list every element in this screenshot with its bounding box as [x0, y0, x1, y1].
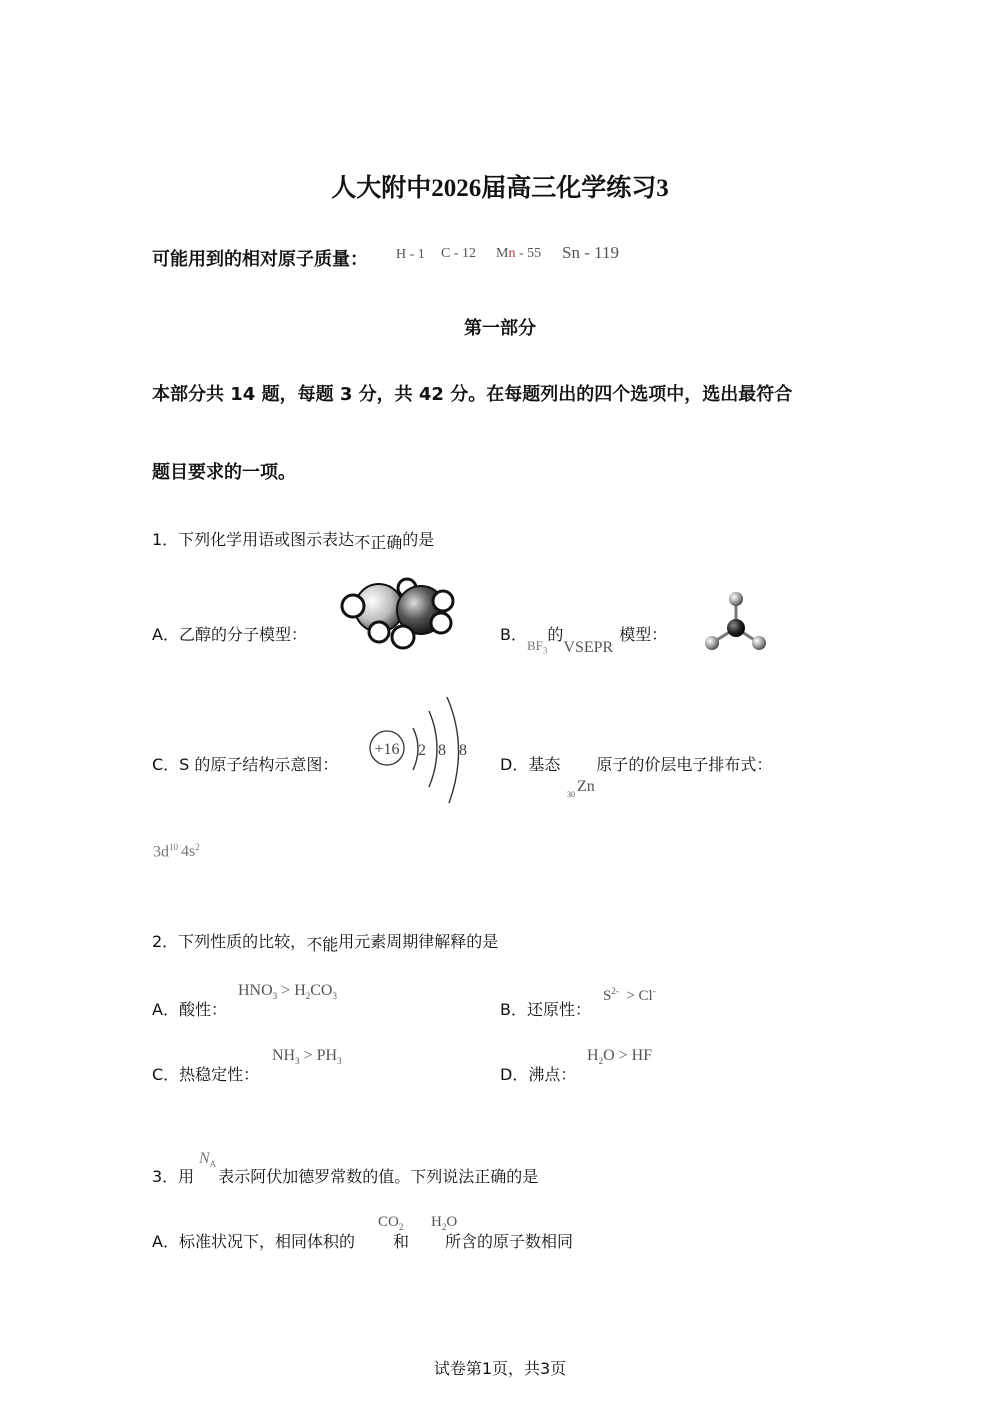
part-heading: 第一部分 — [464, 318, 536, 339]
q2-option-d-formula: $H_2O$ > HF — [587, 1047, 653, 1067]
co2-formula: $CO_2$ — [378, 1214, 404, 1232]
mass-mn: Mn - 55 — [496, 246, 542, 261]
shell-1-count: 2 — [418, 742, 426, 759]
zn-valence-config: $3d^{10}$ $4s^2$ — [153, 842, 200, 861]
mass-sn: Sn - 119 — [562, 243, 619, 262]
q2-option-a-formula: $HNO_3 > H_2CO_3$ — [238, 982, 337, 1002]
q2-stem: 2．下列性质的比较，不能用元素周期律解释的是 — [152, 932, 499, 954]
q2-option-d-label: D．沸点： — [500, 1065, 577, 1084]
nucleus-label: +16 — [374, 741, 400, 758]
q1-option-b: B．$_{BF_3}$的VSEPR模型： — [500, 625, 668, 656]
avogadro-symbol: $N_A$ — [199, 1150, 217, 1169]
mass-h: H - 1 — [396, 247, 425, 262]
q1-stem: 1．下列化学用语或图示表达不正确的是 — [152, 530, 435, 552]
q2-option-c-label: C．热稳定性： — [152, 1065, 260, 1084]
page-footer: 试卷第1页，共3页 — [433, 1359, 567, 1378]
h2o-formula: $H_2O$ — [431, 1214, 458, 1232]
ethanol-model-figure — [335, 575, 460, 655]
q1-option-d: D．基态 原子的价层电子排布式： — [500, 755, 773, 774]
sulfur-atom-structure-figure — [365, 695, 475, 805]
q1-option-a: A．乙醇的分子模型： — [152, 625, 307, 644]
page-title: 人大附中2026届高三化学练习3 — [331, 175, 669, 202]
masses-label: 可能用到的相对原子质量： — [152, 249, 368, 270]
zn-symbol: $_{30}$ Zn — [567, 778, 595, 799]
q1-option-c: C．S 的原子结构示意图： — [152, 755, 339, 774]
part-instruction-1: 本部分共 14 题，每题 3 分，共 42 分。在每题列出的四个选项中，选出最符合 — [152, 384, 793, 405]
mass-c: C - 12 — [441, 246, 476, 261]
bf3-vsepr-model-figure — [700, 588, 772, 654]
q2-option-b-label: B．还原性： — [500, 1000, 591, 1019]
shell-2-count: 8 — [438, 742, 446, 759]
q3-stem: 3．用 表示阿伏加德罗常数的值。下列说法正确的是 — [152, 1167, 539, 1186]
q2-option-b-formula: $S^{2-} > Cl^-$ — [603, 986, 656, 1004]
shell-3-count: 8 — [459, 742, 467, 759]
q2-option-a-label: A．酸性： — [152, 1000, 227, 1019]
q3-option-a: A．标准状况下，相同体积的 和 所含的原子数相同 — [152, 1232, 573, 1251]
q2-option-c-formula: $NH_3 > PH_3$ — [272, 1047, 342, 1067]
part-instruction-2: 题目要求的一项。 — [152, 462, 296, 483]
